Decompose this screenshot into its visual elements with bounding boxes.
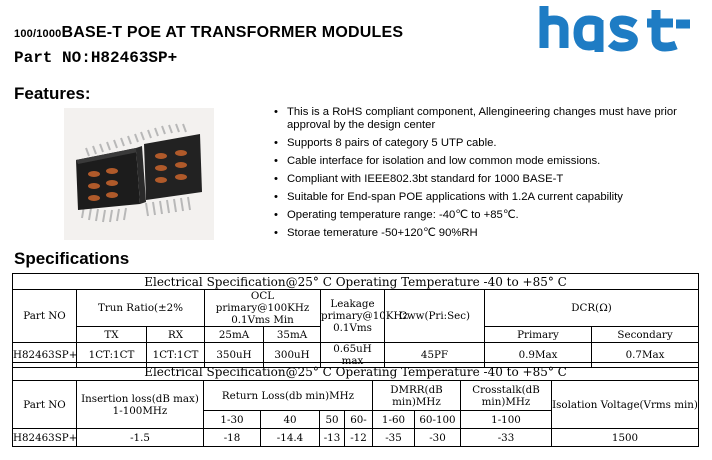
table2-dmrr-60-100-header: 60-100 <box>415 411 461 429</box>
table1-ocl-25-header: 25mA <box>205 327 264 343</box>
part-number-label: Part NO:H82463SP+ <box>14 49 178 67</box>
feature-item: • Operating temperature range: -40℃ to +85℃. <box>274 209 694 222</box>
features-list <box>274 106 694 245</box>
table-cell: 1CT:1CT <box>77 343 147 368</box>
table2-rl-1-30-header: 1-30 <box>204 411 261 429</box>
table-cell: -18 <box>204 429 261 447</box>
product-photo <box>64 108 214 240</box>
table1-part-no-header: Part NO <box>13 290 77 343</box>
table-cell: -14.4 <box>261 429 320 447</box>
table2-dmrr-1-60-header: 1-60 <box>373 411 415 429</box>
feature-item: • Storae temerature -50+120℃ 90%RH <box>274 227 694 240</box>
table1-caption: Electrical Specification@25° C Operating Temperature -40 to +85° C <box>13 274 699 290</box>
table1-leakage-header: Leakage primary@10KHz 0.1Vms <box>321 290 385 343</box>
table1-tx-header: TX <box>77 327 147 343</box>
page-title <box>14 24 403 42</box>
table-cell: -13 <box>320 429 345 447</box>
table1-secondary-header: Secondary <box>592 327 699 343</box>
table-cell: 350uH <box>205 343 264 368</box>
table-cell: 1CT:1CT <box>147 343 205 368</box>
features-heading: Features: <box>14 84 91 103</box>
table2-caption: Electrical Specification@25° C Operating Temperature -40 to +85° C <box>13 363 699 381</box>
table2-part-no-header: Part NO <box>13 381 77 429</box>
table-row <box>13 429 699 447</box>
table1-dcr-header: DCR(Ω) <box>485 290 699 327</box>
table-cell: -33 <box>461 429 552 447</box>
table2-ct-1-100-header: 1-100 <box>461 411 552 429</box>
table1-ocl-35-header: 35mA <box>264 327 321 343</box>
table1-primary-header: Primary <box>485 327 592 343</box>
electrical-spec-table-1 <box>12 273 699 368</box>
table-cell: 0.9Max <box>485 343 592 368</box>
table-cell: 45PF <box>385 343 485 368</box>
table-cell: H82463SP+ <box>13 429 77 447</box>
electrical-spec-table-2 <box>12 362 699 447</box>
table2-return-loss-header: Return Loss(db min)MHz <box>204 381 373 411</box>
table2-isolation-header: Isolation Voltage(Vrms min) <box>552 381 699 429</box>
title-prefix: 100/1000 <box>14 28 62 40</box>
table2-crosstalk-header: Crosstalk(dB min)MHz <box>461 381 552 411</box>
table-cell: 1500 <box>552 429 699 447</box>
feature-item: • Compliant with IEEE802.3bt standard for 1000 BASE-T <box>274 173 694 186</box>
table1-ocl-header: OCL primary@100KHz 0.1Vms Min <box>205 290 321 327</box>
table-cell: -1.5 <box>77 429 204 447</box>
table-cell: H82463SP+ <box>13 343 77 368</box>
table-cell: 0.7Max <box>592 343 699 368</box>
table-cell: -12 <box>345 429 373 447</box>
title-main: BASE-T POE AT TRANSFORMER MODULES <box>61 24 404 41</box>
table-cell: 300uH <box>264 343 321 368</box>
table2-rl-50-header: 50 <box>320 411 345 429</box>
table2-rl-40-header: 40 <box>261 411 320 429</box>
table-cell: -35 <box>373 429 415 447</box>
table1-rx-header: RX <box>147 327 205 343</box>
table-cell: -30 <box>415 429 461 447</box>
hqst-logo <box>537 6 690 52</box>
table2-rl-60-header: 60- <box>345 411 373 429</box>
feature-item: • Cable interface for isolation and low common mode emissions. <box>274 155 694 168</box>
feature-item: • Suitable for End-span POE applications with 1.2A current capability <box>274 191 694 204</box>
table2-dmrr-header: DMRR(dB min)MHz <box>373 381 461 411</box>
table1-cww-header: Cww(Pri:Sec) <box>385 290 485 343</box>
feature-item: • This is a RoHS compliant component, Allengineering changes must have prior approval by the design center <box>274 106 694 132</box>
table-cell: 0.65uH max <box>321 343 385 368</box>
table2-insertion-header: Insertion loss(dB max) 1-100MHz <box>77 381 204 429</box>
specifications-heading: Specifications <box>14 249 130 268</box>
feature-item: • Supports 8 pairs of category 5 UTP cable. <box>274 137 694 150</box>
table1-turn-ratio-header: Trun Ratio(±2% <box>77 290 205 327</box>
